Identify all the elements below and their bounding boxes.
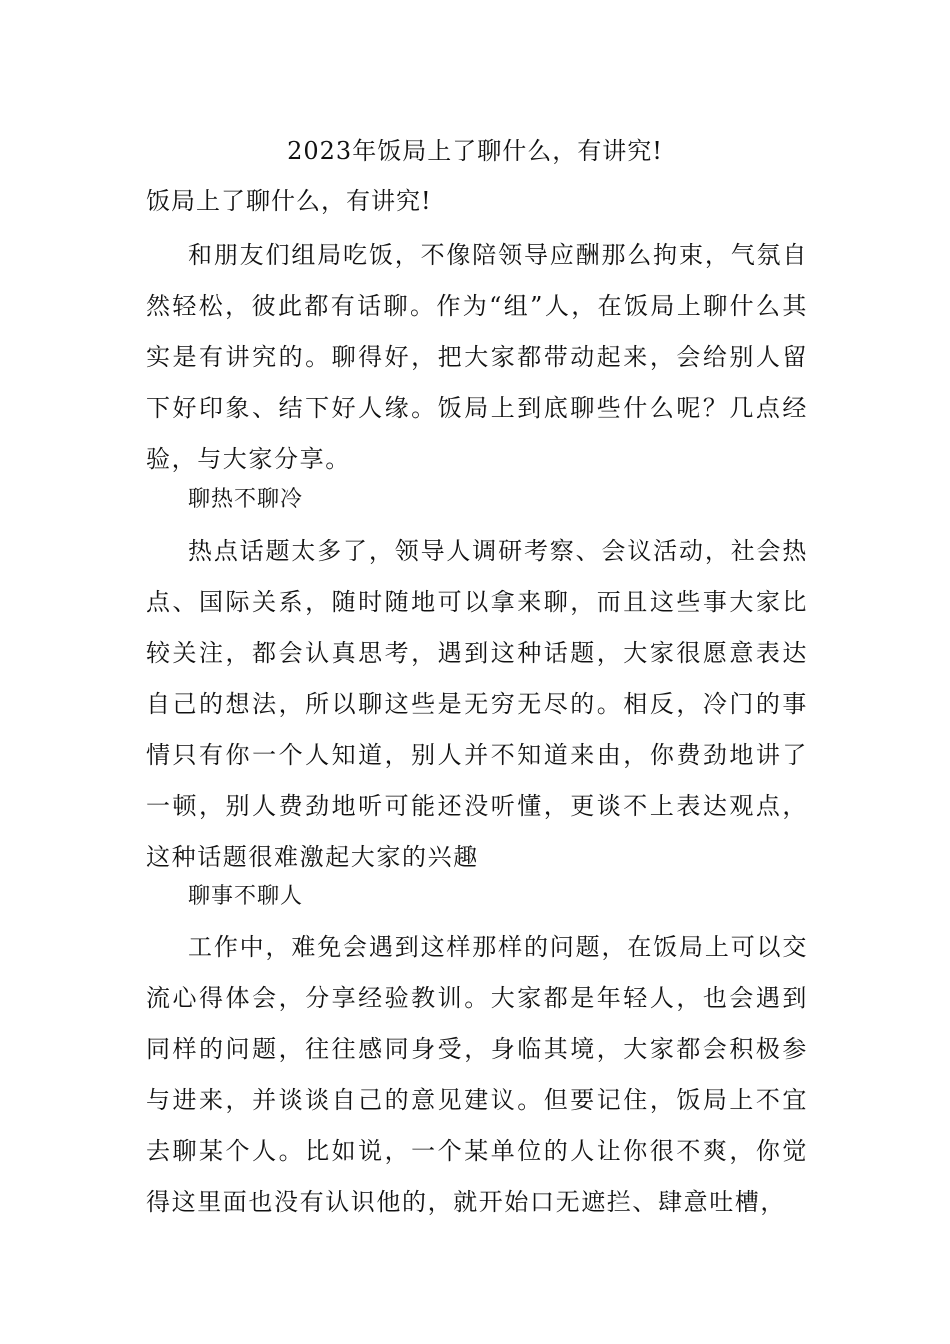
document-title: 2023年饭局上了聊什么，有讲究! xyxy=(287,137,663,165)
intro-paragraph: 和朋友们组局吃饭，不像陪领导应酬那么拘束，气氛自然轻松，彼此都有话聊。作为“组”人，在饭局上聊什么其实是有讲究的。聊得好，把大家都带动起来，会给别人留下好印象、结下好人缘。饭局上到底聊些什么呢？几点经验，与大家分享。 xyxy=(146,241,808,473)
section-paragraph-2: 工作中，难免会遇到这样那样的问题，在饭局上可以交流心得体会，分享经验教训。大家都是年轻人，也会遇到同样的问题，往往感同身受，身临其境，大家都会积极参与进来，并谈谈自己的意见建议。但要记住，饭局上不宜去聊某个人。比如说，一个某单位的人让你很不爽，你觉得这里面也没有认识他的，就开始口无遮拦、肆意吐槽， xyxy=(146,933,808,1216)
section-heading-1: 聊热不聊冷 xyxy=(188,487,304,512)
section-heading-2: 聊事不聊人 xyxy=(188,884,304,909)
document-subtitle: 饭局上了聊什么，有讲究! xyxy=(146,187,432,215)
section-paragraph-1: 热点话题太多了，领导人调研考察、会议活动，社会热点、国际关系，随时随地可以拿来聊，而且这些事大家比较关注，都会认真思考，遇到这种话题，大家很愿意表达自己的想法，所以聊这些是无穷无尽的。相反，冷门的事情只有你一个人知道，别人并不知道来由，你费劲地讲了一顿，别人费劲地听可能还没听懂，更谈不上表达观点，这种话题很难激起大家的兴趣 xyxy=(146,537,808,871)
